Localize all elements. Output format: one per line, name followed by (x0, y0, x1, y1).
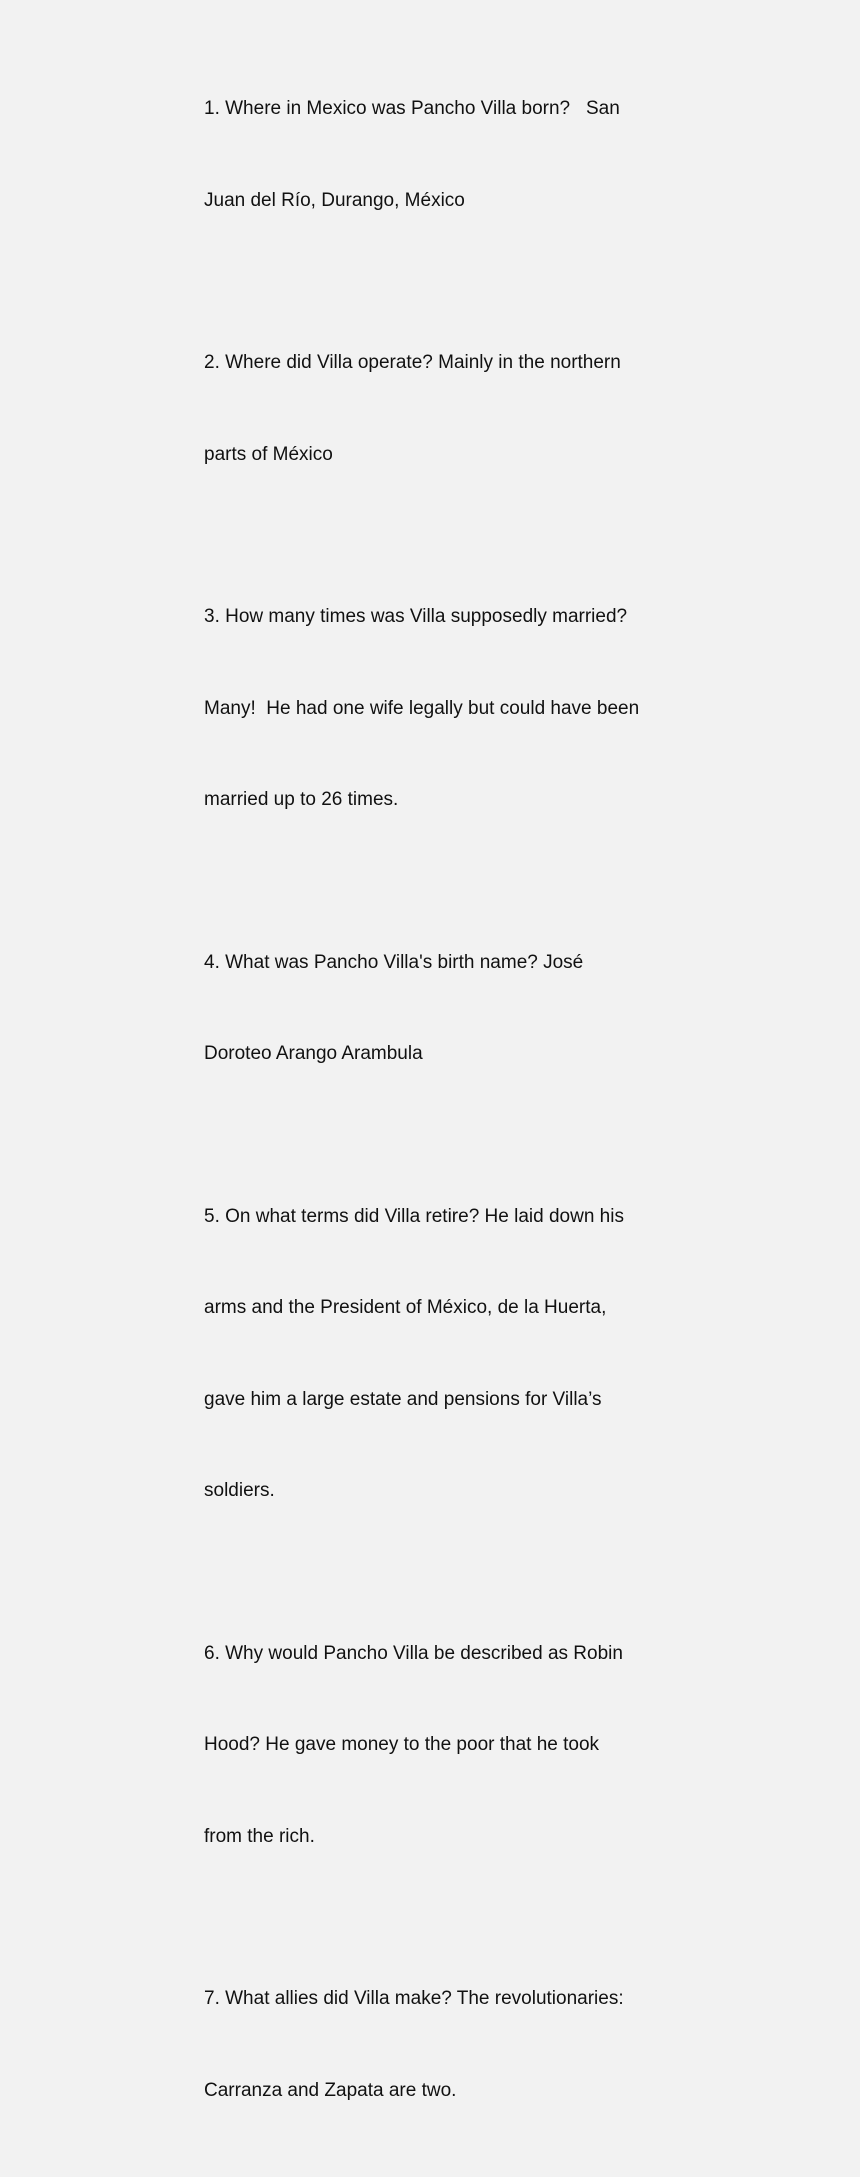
text-line: Carranza and Zapata are two. (204, 2079, 457, 2101)
text-line: 5. On what terms did Villa retire? He laid down his (204, 1205, 624, 1227)
text-line: married up to 26 times. (204, 789, 399, 810)
question-answer-3 (204, 541, 674, 877)
text-line: 4. What was Pancho Villa's birth name? José (204, 951, 584, 973)
text-line: Doroteo Arango Arambula (204, 1043, 423, 1064)
question-answer-6 (204, 1578, 674, 1914)
document-body (204, 33, 674, 2177)
text-line: arms and the President of México, de la Huerta, (204, 1297, 607, 1318)
text-line: gave him a large estate and pensions for Villa’s (204, 1388, 602, 1410)
text-line: parts of México (204, 443, 333, 465)
text-line: Juan del Río, Durango, México (204, 189, 465, 211)
text-line: soldiers. (204, 1480, 275, 1501)
text-line: 2. Where did Villa operate? Mainly in the northern (204, 352, 621, 373)
text-line: 3. How many times was Villa supposedly married? (204, 606, 628, 627)
text-line: 7. What allies did Villa make? The revolutionaries: (204, 1988, 624, 2009)
text-line: Hood? He gave money to the poor that he took (204, 1734, 600, 1755)
text-line: from the rich. (204, 1825, 315, 1847)
question-answer-7 (204, 1923, 674, 2167)
question-answer-5 (204, 1141, 674, 1568)
text-line: 6. Why would Pancho Villa be described as Robin (204, 1642, 623, 1664)
text-line: 1. Where in Mexico was Pancho Villa born? San (204, 98, 620, 119)
question-answer-2 (204, 287, 674, 531)
question-answer-1 (204, 33, 674, 277)
text-line: Many! He had one wife legally but could have been (204, 697, 640, 719)
question-answer-4 (204, 887, 674, 1131)
